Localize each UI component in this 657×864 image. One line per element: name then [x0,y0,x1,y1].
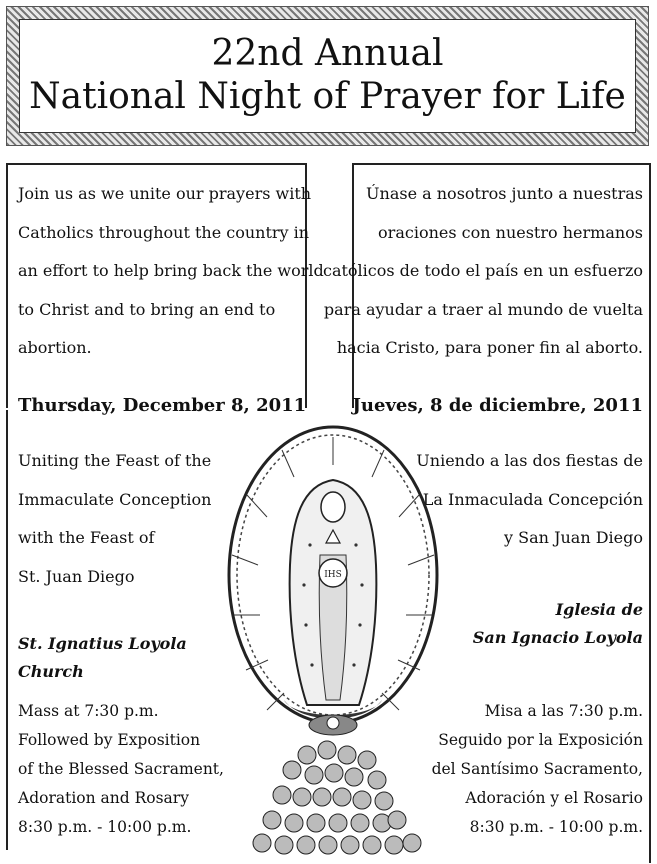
english-church-line: St. Ignatius Loyola [18,634,187,653]
spanish-intro [323,175,643,368]
english-intro-line: abortion. [18,338,92,357]
english-date: Thursday, December 8, 2011 [18,395,307,416]
english-church-line: Church [18,662,84,681]
spanish-church-line: Iglesia de [555,600,643,619]
english-mass-line: Mass at 7:30 p.m. [18,702,159,720]
english-intro-line: Join us as we unite our prayers with [18,184,312,203]
left-border [6,410,8,850]
spanish-intro-line: hacia Cristo, para poner fin al aborto. [336,338,643,357]
spanish-mass-line: del Santísimo Sacramento, [431,760,643,778]
english-feast [18,442,211,596]
title-line-1: 22nd Annual [211,33,444,74]
spanish-mass-line: Adoración y el Rosario [465,789,643,807]
spanish-feast-line: La Inmaculada Concepción [422,489,643,509]
spanish-date: Jueves, 8 de diciembre, 2011 [352,395,643,416]
english-mass-line: 8:30 p.m. - 10:00 p.m. [18,818,192,836]
english-feast-line: Immaculate Conception [18,489,212,509]
spanish-church [473,596,643,652]
spanish-feast-line: y San Juan Diego [504,528,643,547]
english-intro-line: to Christ and to bring an end to [18,299,276,319]
spanish-intro-line: católicos de todo el país en un esfuerzo [322,261,643,280]
title-line-2: National Night of Prayer for Life [29,76,626,117]
english-mass-line: of the Blessed Sacrament, [18,760,224,778]
spanish-mass-line: 8:30 p.m. - 10:00 p.m. [469,818,643,836]
english-feast-line: Uniting the Feast of the [18,451,212,470]
english-intro-line: an effort to help bring back the world [18,261,324,280]
our-lady-of-guadalupe-illustration [222,425,444,855]
english-intro [18,175,324,368]
english-intro-line: Catholics throughout the country in [18,222,310,242]
english-mass-line: Followed by Exposition [18,731,201,749]
spanish-church-line: San Ignacio Loyola [472,628,643,647]
spanish-mass-line: Seguido por la Exposición [438,731,643,749]
spanish-intro-line: Únase a nosotros junto a nuestras [366,184,643,203]
svg-text:IHS: IHS [324,570,342,580]
right-border [649,163,651,863]
guadalupe-image [222,425,444,855]
english-feast-line: St. Juan Diego [18,566,135,586]
spanish-mass-line: Misa a las 7:30 p.m. [484,702,643,720]
english-mass-line: Adoration and Rosary [18,789,189,807]
spanish-feast-line: Uniendo a las dos fiestas de [416,451,643,470]
english-feast-line: with the Feast of [18,528,155,547]
spanish-feast [416,442,643,558]
spanish-mass [432,697,643,842]
english-mass [18,697,224,842]
spanish-intro-line: para ayudar a traer al mundo de vuelta [323,299,643,319]
title-panel [19,19,636,133]
english-church [18,630,187,686]
title-banner [6,6,649,146]
spanish-intro-line: oraciones con nuestro hermanos [378,222,643,242]
